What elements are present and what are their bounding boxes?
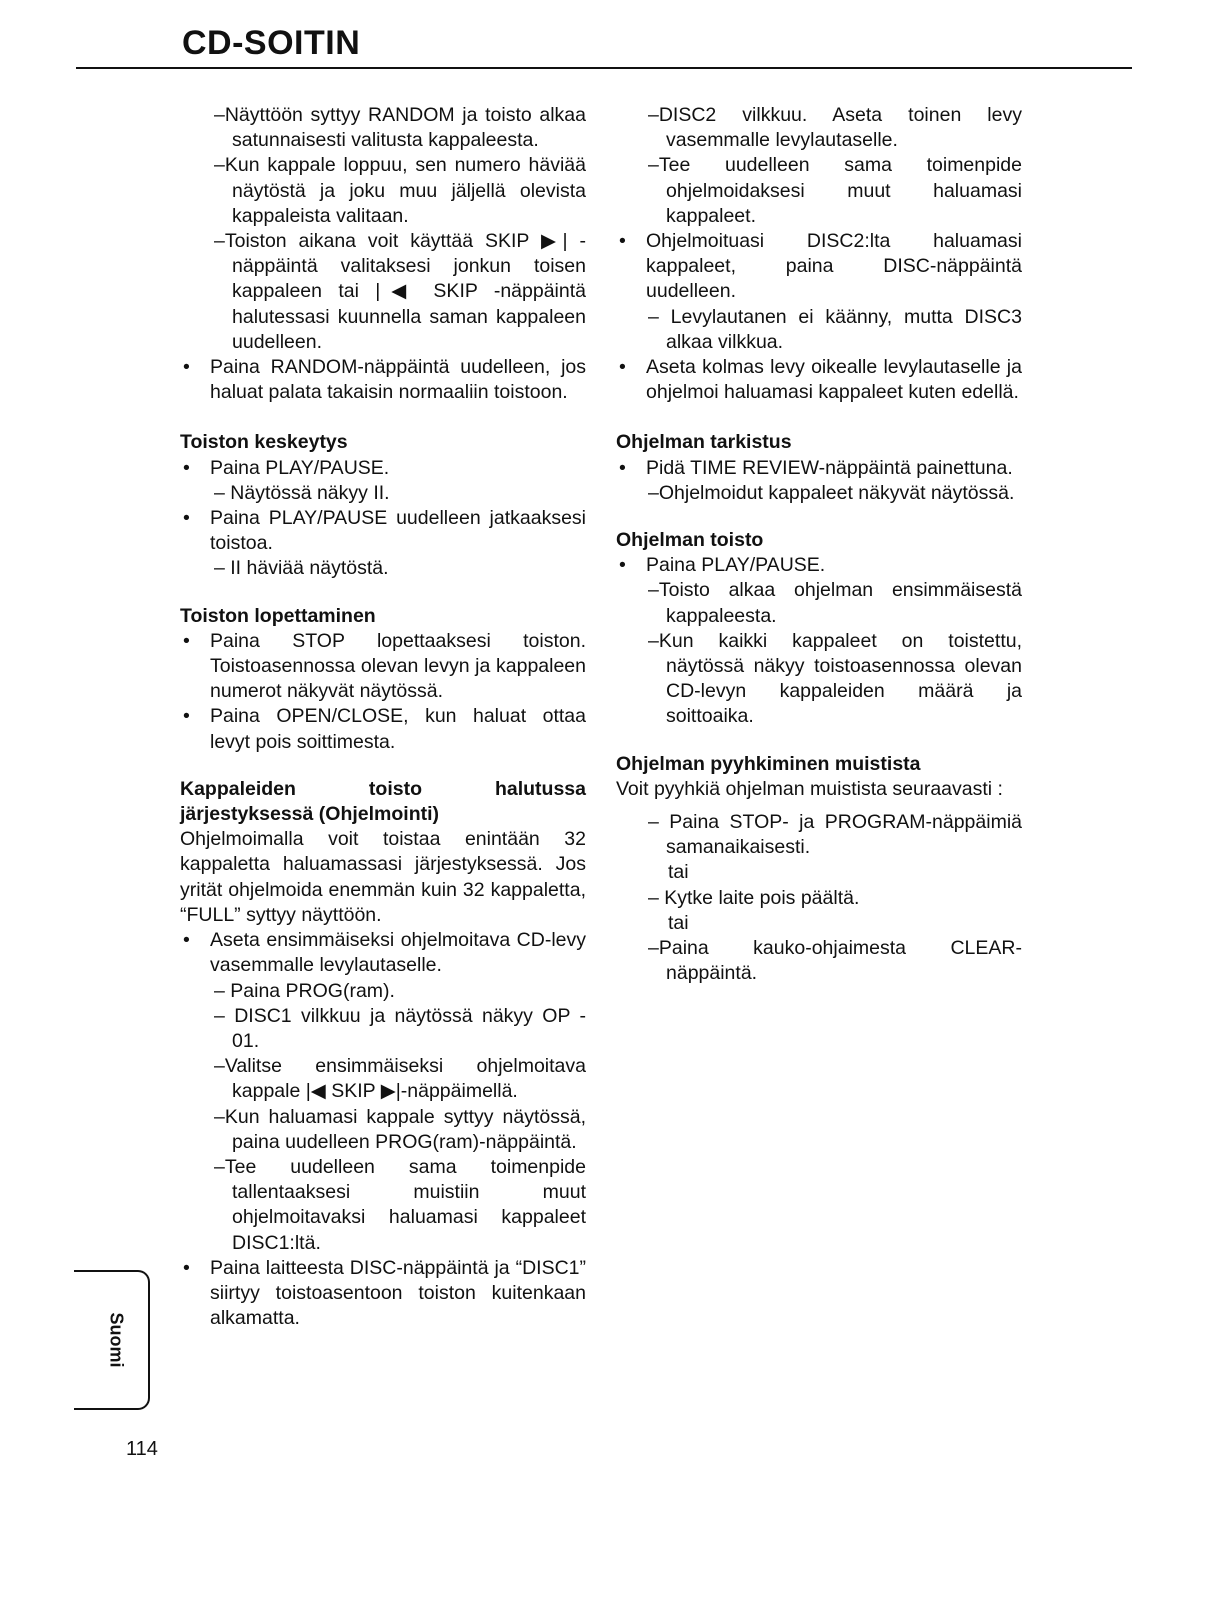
dash-item: – Levylautanen ei käänny, mutta DISC3 alkaa vilkkua. (648, 305, 1022, 353)
bullet-item: • Pidä TIME REVIEW-näppäintä painettuna. (616, 456, 1022, 481)
dash-item: –Paina kauko-ohjaimesta CLEAR-näppäintä. (648, 937, 1022, 985)
dash-item: –Tee uudelleen sama toimenpide tallentaaksesi muistiin muut ohjelmoitavaksi haluamasi kappaleet DISC1:ltä. (214, 1155, 586, 1254)
page-title: CD-SOITIN (182, 24, 361, 62)
paragraph: Ohjelmoimalla voit toistaa enintään 32 kappaletta haluamassasi järjestyksessä. Jos yrität ohjelmoida enemmän kuin 32 kappaletta, “FULL” syttyy näyttöön. (180, 828, 586, 926)
dash-item: – Näytössä näkyy II. (214, 481, 390, 504)
dash-item: –Näyttöön syttyy RANDOM ja toisto alkaa satunnaisesti valitusta kappaleesta. (214, 104, 586, 152)
dash-item: – Kytke laite pois päältä. (648, 886, 860, 909)
bullet-item: • Paina STOP lopettaaksesi toiston. Toistoasennossa olevan levyn ja kappaleen numerot näkyvät näytössä. (180, 629, 586, 705)
bullet-item: • Paina OPEN/CLOSE, kun haluat ottaa levyt pois soittimesta. (180, 704, 586, 754)
left-column (180, 103, 586, 1331)
dash-item: –Toiston aikana voit käyttää SKIP ▶| -näppäintä valitaksesi jonkun toisen kappaleen tai |◀ SKIP -näppäintä halutessasi kuunnella saman kappaleen uudelleen. (214, 230, 586, 353)
bullet-item: • Paina PLAY/PAUSE. (616, 553, 1022, 578)
bullet-item: • Paina PLAY/PAUSE uudelleen jatkaaksesi toistoa. (180, 506, 586, 556)
dash-item: – DISC1 vilkkuu ja näytössä näkyy OP - 01. (214, 1004, 586, 1052)
bullet-item: • Ohjelmoituasi DISC2:lta haluamasi kappaleet, paina DISC-näppäintä uudelleen. (616, 229, 1022, 305)
bullet-item: • Paina laitteesta DISC-näppäintä ja “DISC1” siirtyy toistoasentoon toiston kuitenkaan alkamatta. (180, 1256, 586, 1332)
paragraph: Voit pyyhkiä ohjelman muistista seuraavasti : (616, 777, 1003, 800)
bullet-item: • Paina PLAY/PAUSE. (180, 456, 586, 481)
section-heading: Toiston lopettaminen (180, 604, 376, 627)
bullet-item: • Aseta kolmas levy oikealle levylautaselle ja ohjelmoi haluamasi kappaleet kuten edellä. (616, 355, 1022, 405)
dash-item: –Ohjelmoidut kappaleet näkyvät näytössä. (648, 481, 1015, 504)
dash-item: –Kun haluamasi kappale syttyy näytössä, paina uudelleen PROG(ram)-näppäintä. (214, 1105, 586, 1153)
dash-item: – II häviää näytöstä. (214, 557, 389, 580)
dash-item: –Kun kappale loppuu, sen numero häviää näytöstä ja joku muu jäljellä olevista kappaleista valitaan. (214, 154, 586, 227)
dash-item: –Tee uudelleen sama toimenpide ohjelmoidaksesi muut haluamasi kappaleet. (648, 154, 1022, 227)
section-heading: Ohjelman tarkistus (616, 431, 792, 454)
section-heading: Kappaleiden toisto halutussa järjestyksessä (Ohjelmointi) (180, 777, 586, 826)
page-number: 114 (126, 1438, 158, 1460)
section-heading: Toiston keskeytys (180, 431, 348, 454)
dash-item: –Kun kaikki kappaleet on toistettu, näytössä näkyy toistoasennossa olevan CD-levyn kappaleiden määrä ja soittoaika. (648, 629, 1022, 728)
dash-item: – Paina STOP- ja PROGRAM-näppäimiä samanaikaisesti. (648, 811, 1022, 859)
bullet-item: • Aseta ensimmäiseksi ohjelmoitava CD-levy vasemmalle levylautaselle. (180, 928, 586, 978)
right-column (616, 103, 1022, 987)
language-tab-label: Suomi (106, 1312, 127, 1368)
section-heading: Ohjelman toisto (616, 529, 764, 552)
header-rule (76, 67, 1132, 69)
dash-item: –Valitse ensimmäiseksi ohjelmoitava kappale |◀ SKIP ▶|-näppäimellä. (214, 1055, 586, 1103)
dash-item: –Toisto alkaa ohjelman ensimmäisestä kappaleesta. (648, 579, 1022, 627)
section-heading: Ohjelman pyyhkiminen muistista (616, 752, 921, 775)
dash-item: –DISC2 vilkkuu. Aseta toinen levy vasemmalle levylautaselle. (648, 104, 1022, 152)
separator-text: tai (668, 861, 689, 884)
dash-item: – Paina PROG(ram). (214, 979, 395, 1002)
bullet-item: • Paina RANDOM-näppäintä uudelleen, jos haluat palata takaisin normaaliin toistoon. (180, 355, 586, 405)
separator-text: tai (668, 911, 689, 934)
